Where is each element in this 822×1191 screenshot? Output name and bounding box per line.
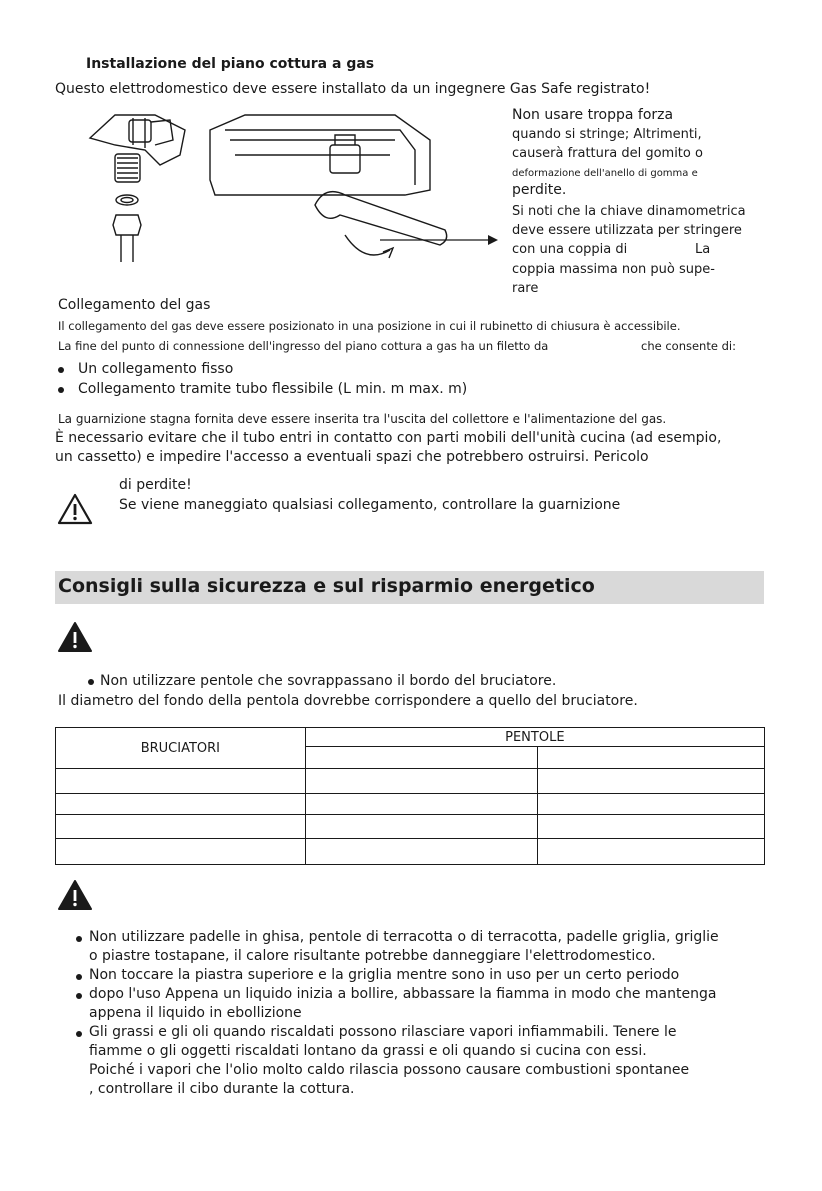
install-note-line: rare [512, 281, 539, 296]
install-note-line: causerà frattura del gomito o [512, 146, 703, 161]
safety-bullet: Non utilizzare pentole che sovrappassano il bordo del bruciatore. [100, 673, 557, 689]
tip-line: Gli grassi e gli oli quando riscaldati possono rilasciare vapori infiammabili. Tenere le [89, 1024, 677, 1040]
bullet-icon [58, 387, 64, 393]
tip-line: , controllare il cibo durante la cottura. [89, 1081, 355, 1097]
table-row [56, 794, 765, 815]
bullet-icon [76, 1031, 82, 1037]
install-note-line: deformazione dell'anello di gomma e [512, 168, 698, 179]
bullet-icon [76, 993, 82, 999]
tip-line: o piastre tostapane, il calore risultante potrebbe danneggiare l'elettrodomestico. [89, 948, 656, 964]
hob-wrench-illustration [205, 110, 505, 275]
warning-filled-icon [57, 621, 93, 653]
warning-filled-icon [57, 879, 93, 911]
bullet-icon [58, 367, 64, 373]
gas-warning-line: È necessario evitare che il tubo entri in contatto con parti mobili dell'unità cucina (ad esempio, [55, 430, 722, 446]
install-note-line: con una coppia di [512, 242, 628, 257]
burners-pans-table [55, 727, 765, 865]
gas-warning-line: un cassetto) e impedire l'accesso a eventuali spazi che potrebbero ostruirsi. Pericolo [55, 449, 649, 465]
gas-fitting-illustration [85, 110, 200, 265]
caution-outline-icon [56, 492, 94, 526]
install-note-line: coppia massima non può supe- [512, 262, 715, 277]
gas-title: Collegamento del gas [58, 297, 211, 313]
tip-line: appena il liquido in ebollizione [89, 1005, 302, 1021]
caution-line: di perdite! [119, 477, 192, 493]
install-heading: Installazione del piano cottura a gas [86, 56, 375, 72]
table-header-burners: BRUCIATORI [56, 728, 306, 769]
table-cell [305, 747, 538, 769]
install-note-line: quando si stringe; Altrimenti, [512, 127, 702, 142]
bullet-icon [88, 679, 94, 685]
install-note-line: perdite. [512, 182, 567, 198]
caution-line: Se viene maneggiato qualsiasi collegamento, controllare la guarnizione [119, 497, 621, 513]
gas-line-2a: La fine del punto di connessione dell'ingresso del piano cottura a gas ha un filetto da [58, 339, 549, 353]
tip-line: dopo l'uso Appena un liquido inizia a bollire, abbassare la fiamma in modo che mantenga [89, 986, 717, 1002]
diameter-note: Il diametro del fondo della pentola dovrebbe corrispondere a quello del bruciatore. [58, 693, 638, 709]
install-note-line: deve essere utilizzata per stringere [512, 223, 742, 238]
install-intro: Questo elettrodomestico deve essere installato da un ingegnere Gas Safe registrato! [55, 81, 651, 97]
install-note-line: Si noti che la chiave dinamometrica [512, 204, 746, 219]
tip-line: Non toccare la piastra superiore e la griglia mentre sono in uso per un certo periodo [89, 967, 680, 983]
bullet-icon [76, 936, 82, 942]
gas-line-2b: che consente di: [641, 339, 736, 353]
table-header-pans: PENTOLE [305, 728, 764, 747]
table-row [56, 815, 765, 839]
bullet-icon [76, 974, 82, 980]
table-row [56, 839, 765, 865]
tip-line: fiamme o gli oggetti riscaldati lontano da grassi e oli quando si cucina con essi. [89, 1043, 647, 1059]
seal-note: La guarnizione stagna fornita deve essere inserita tra l'uscita del collettore e l'alimentazione del gas. [58, 412, 667, 426]
gas-bullet: Collegamento tramite tubo flessibile (L min. m max. m) [78, 381, 468, 397]
table-cell [538, 747, 765, 769]
safety-title: Consigli sulla sicurezza e sul risparmio energetico [58, 575, 595, 597]
tip-line: Non utilizzare padelle in ghisa, pentole di terracotta o di terracotta, padelle griglia, griglie [89, 929, 719, 945]
install-note-line: Non usare troppa forza [512, 107, 674, 123]
tip-line: Poiché i vapori che l'olio molto caldo rilascia possono causare combustioni spontanee [89, 1062, 690, 1078]
gas-bullet: Un collegamento fisso [78, 361, 234, 377]
table-row [56, 769, 765, 794]
gas-line-1: Il collegamento del gas deve essere posizionato in una posizione in cui il rubinetto di chiusura è accessibile. [58, 319, 681, 333]
install-note-line: La [695, 242, 711, 257]
